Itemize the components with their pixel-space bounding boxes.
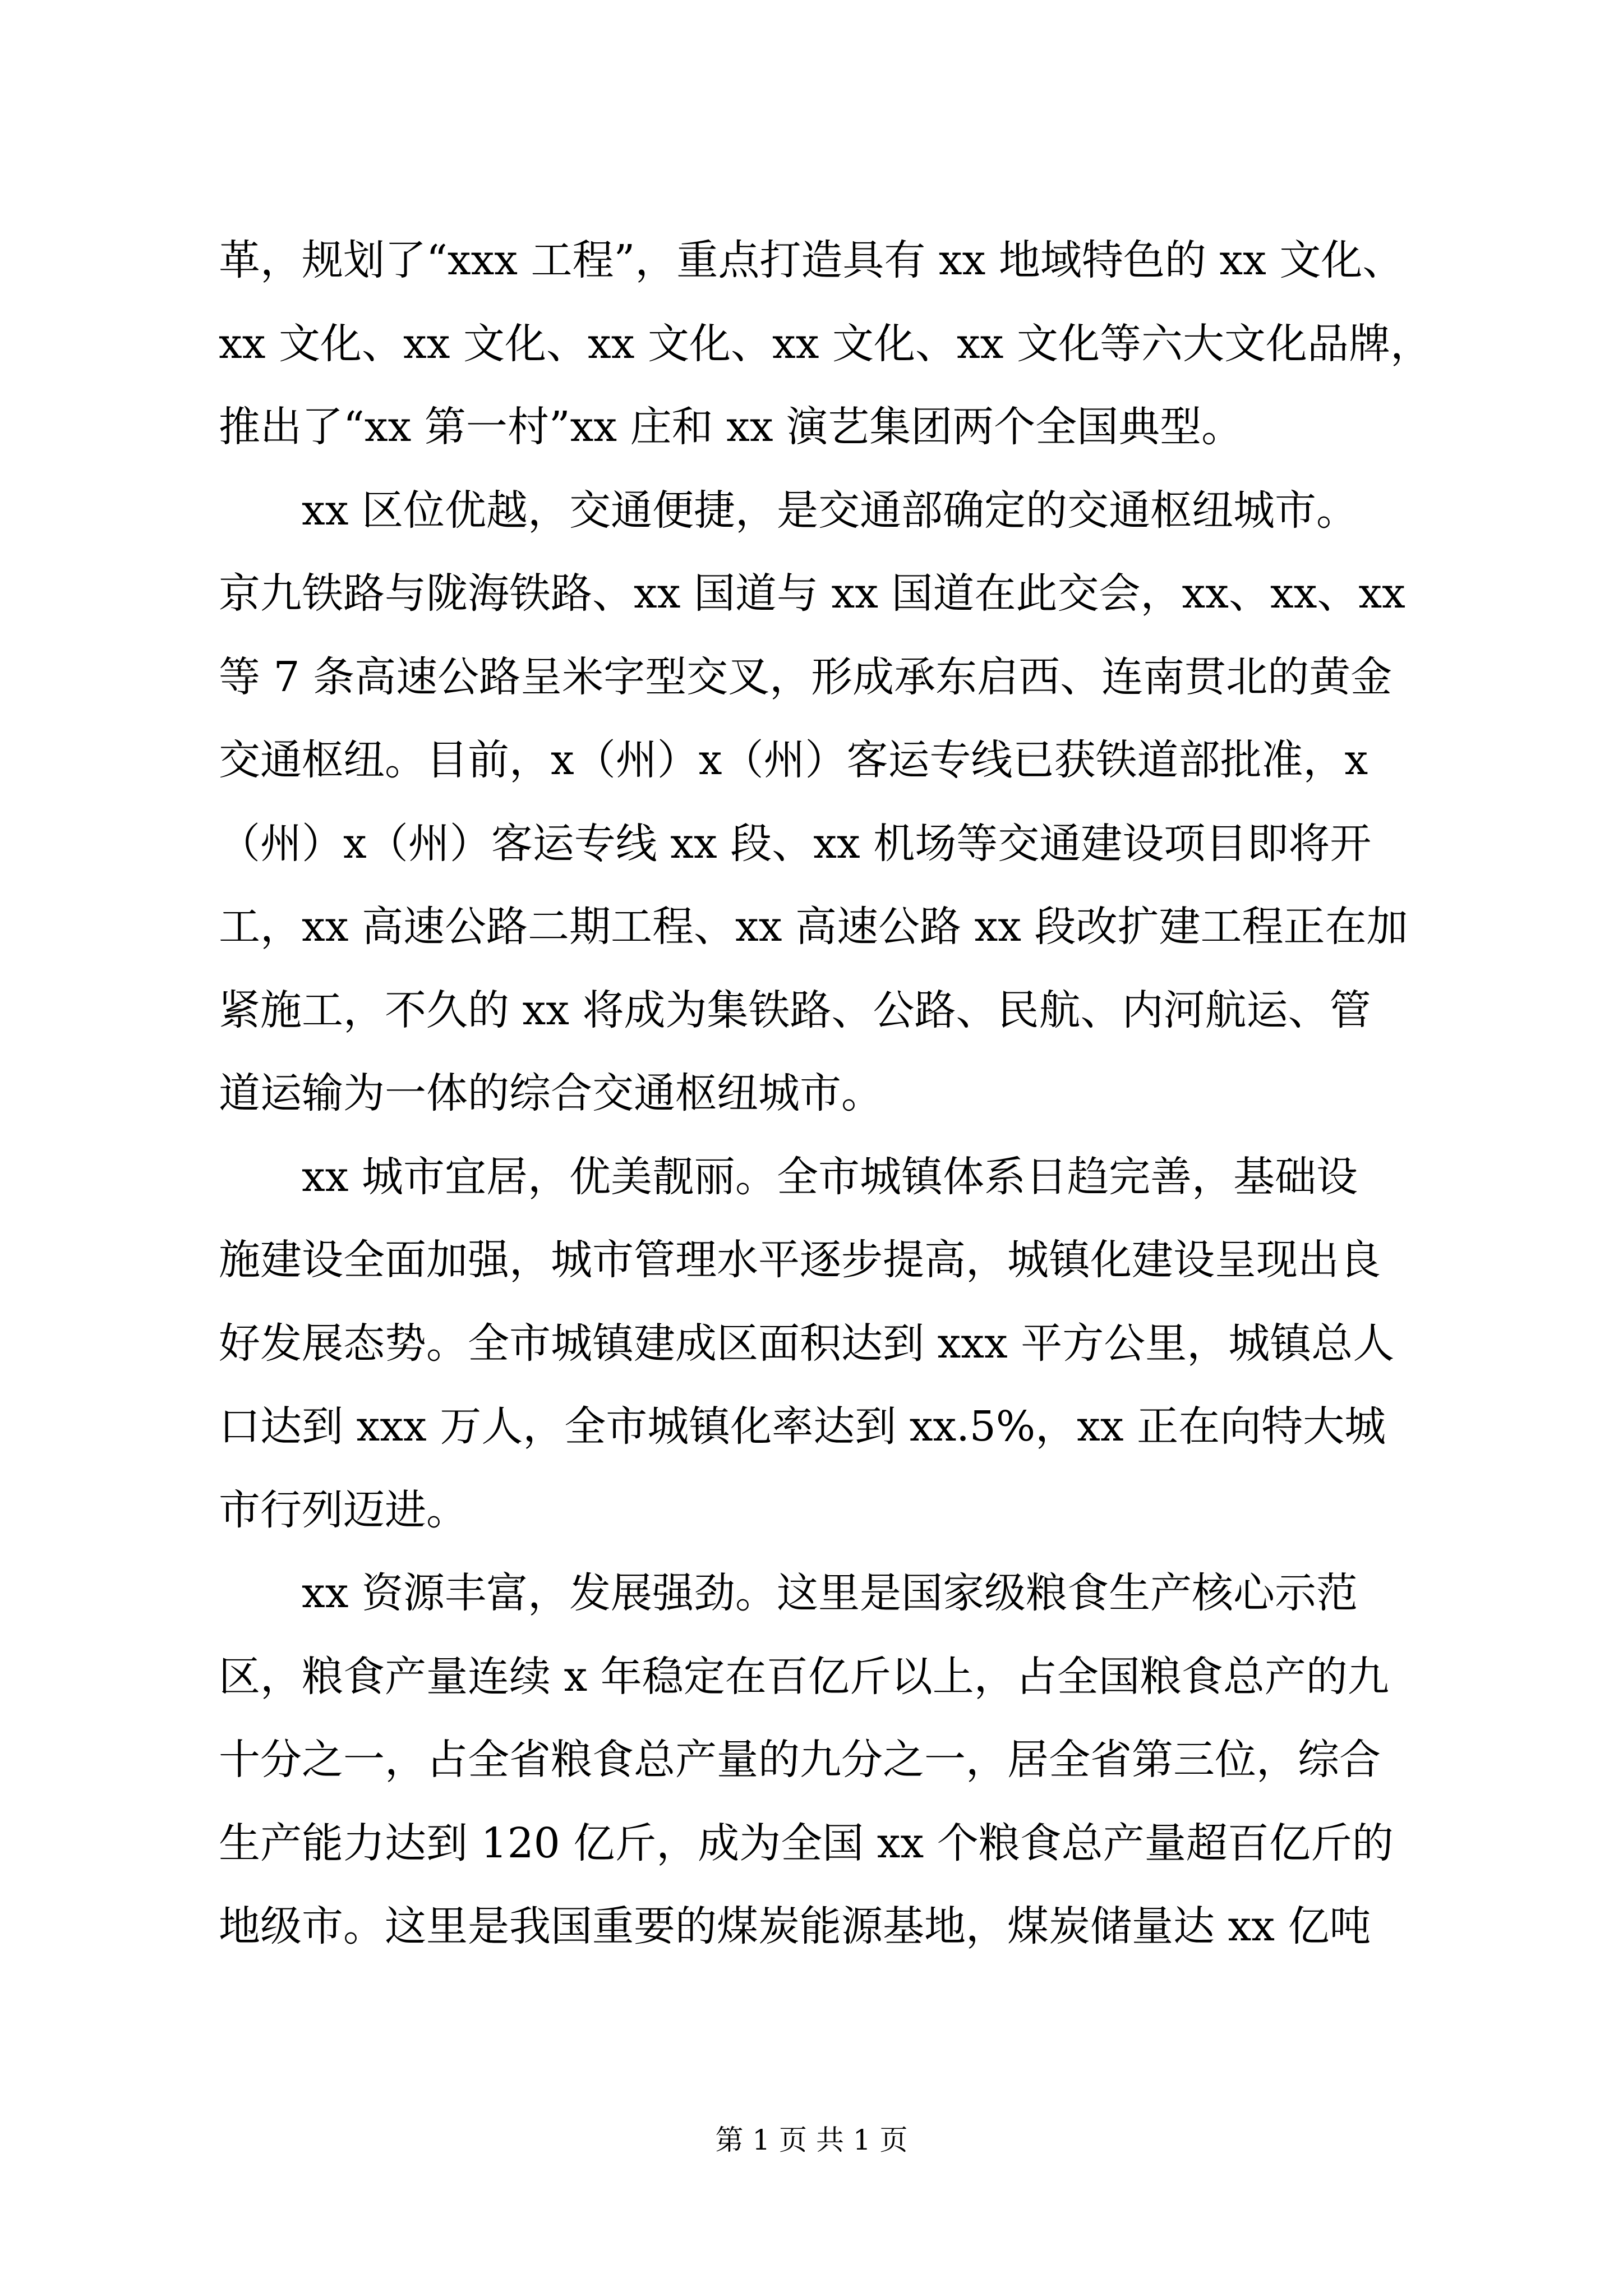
text-line: xx 区位优越，交通便捷，是交通部确定的交通枢纽城市。 — [219, 486, 1358, 535]
text-line: xx 资源丰富，发展强劲。这里是国家级粮食生产核心示范 — [219, 1569, 1358, 1617]
text-line: 区，粮食产量连续 x 年稳定在百亿斤以上，占全国粮食总产的九 — [219, 1652, 1389, 1701]
text-line: xx 城市宜居，优美靓丽。全市城镇体系日趋完善，基础设 — [219, 1152, 1358, 1201]
text-line: 工，xx 高速公路二期工程、xx 高速公路 xx 段改扩建工程正在加 — [219, 903, 1408, 951]
text-line: 好发展态势。全市城镇建成区面积达到 xxx 平方公里，城镇总人 — [219, 1319, 1395, 1368]
text-line: 等 7 条高速公路呈米字型交叉，形成承东启西、连南贯北的黄金 — [219, 652, 1393, 701]
text-line: 十分之一，占全省粮食总产量的九分之一，居全省第三位，综合 — [219, 1736, 1381, 1784]
text-line: 交通枢纽。目前，x（州）x（州）客运专线已获铁道部批准，x — [219, 736, 1368, 784]
document-body — [219, 219, 1432, 1968]
text-line: 推出了“xx 第一村”xx 庄和 xx 演艺集团两个全国典型。 — [219, 403, 1243, 451]
text-line: 道运输为一体的综合交通枢纽城市。 — [219, 1069, 883, 1117]
text-line: 地级市。这里是我国重要的煤炭能源基地，煤炭储量达 xx 亿吨 — [219, 1902, 1371, 1950]
text-line: 市行列迈进。 — [219, 1485, 468, 1534]
page-footer: 第 1 页 共 1 页 — [715, 2124, 908, 2156]
text-line: 口达到 xxx 万人，全市城镇化率达到 xx.5%，xx 正在向特大城 — [219, 1402, 1386, 1451]
text-line: 生产能力达到 120 亿斤，成为全国 xx 个粮食总产量超百亿斤的 — [219, 1819, 1394, 1867]
text-line: 施建设全面加强，城市管理水平逐步提高，城镇化建设呈现出良 — [219, 1236, 1381, 1284]
text-line: 革，规划了“xxx 工程”，重点打造具有 xx 地域特色的 xx 文化、 — [219, 236, 1404, 284]
text-line: 紧施工，不久的 xx 将成为集铁路、公路、民航、内河航运、管 — [219, 986, 1371, 1034]
text-line: （州）x（州）客运专线 xx 段、xx 机场等交通建设项目即将开 — [219, 819, 1372, 868]
text-line: 京九铁路与陇海铁路、xx 国道与 xx 国道在此交会，xx、xx、xx — [219, 569, 1405, 618]
text-line: xx 文化、xx 文化、xx 文化、xx 文化、xx 文化等六大文化品牌， — [219, 319, 1432, 368]
